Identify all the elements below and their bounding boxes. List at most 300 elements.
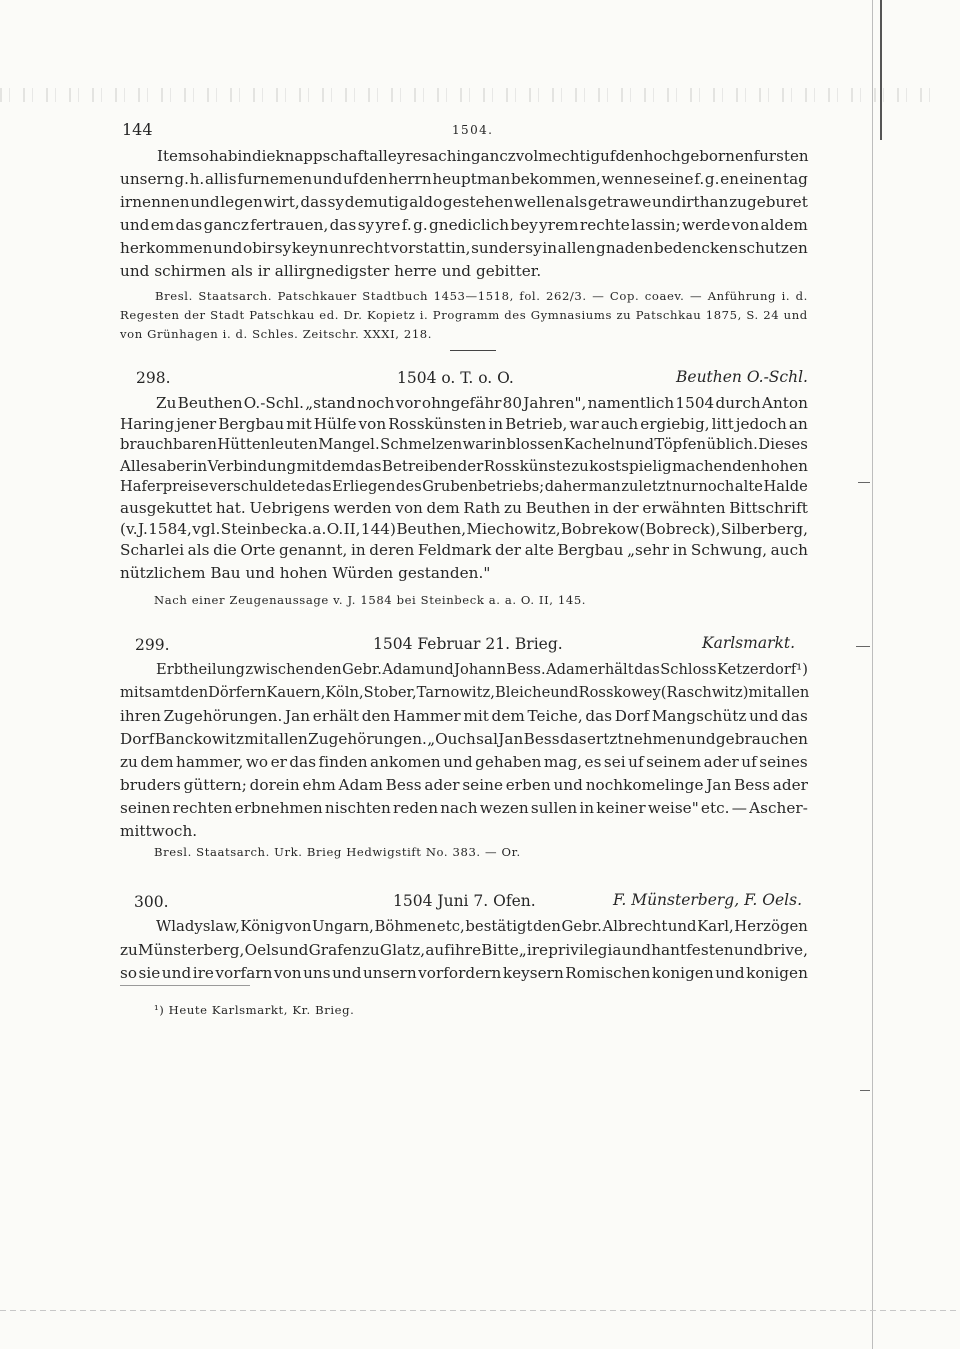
entry-line: [120, 939, 808, 961]
word: es: [584, 753, 602, 771]
word: Miechowitz,: [466, 520, 561, 538]
word: den: [359, 170, 388, 188]
word: war: [462, 436, 492, 453]
word: Patschkauer: [277, 289, 357, 303]
word: gancz: [470, 147, 516, 165]
word: Rosskowey: [578, 684, 661, 701]
word: alte: [524, 541, 554, 559]
word: sy: [327, 193, 345, 211]
word: Albrecht: [602, 918, 668, 935]
word: in: [192, 457, 208, 475]
word: —: [689, 289, 703, 303]
word: finden: [318, 753, 368, 771]
word: Cop.: [609, 289, 640, 303]
word: den: [314, 661, 342, 678]
word: mit: [286, 415, 312, 433]
word: allen: [557, 239, 596, 257]
word: mag,: [543, 753, 583, 771]
word: litt: [711, 415, 734, 433]
word: gnediclich: [429, 216, 510, 234]
word: vorfordern: [418, 964, 502, 982]
word: machenden: [672, 457, 761, 475]
word: Jan: [285, 707, 311, 725]
word: Haferpreise: [120, 478, 209, 495]
word: von: [358, 415, 387, 433]
word: und: [120, 216, 150, 234]
word: einen: [739, 170, 783, 188]
word: und: [715, 964, 745, 982]
word: wezen: [479, 799, 529, 817]
word: (v.: [120, 520, 138, 538]
word: in: [491, 436, 507, 453]
word: 144): [360, 520, 396, 538]
word: ergiebig,: [640, 415, 710, 433]
word: fol.: [519, 289, 541, 303]
word: Herzögen: [734, 918, 808, 935]
word: Haring: [120, 415, 175, 433]
word: weise": [647, 799, 699, 817]
word: J.: [138, 520, 148, 538]
word: erhält: [589, 661, 634, 678]
word: a.: [298, 520, 313, 538]
word: 1504: [675, 394, 715, 412]
word: sie: [138, 964, 161, 982]
word: jener: [176, 415, 217, 433]
word: nischten: [324, 799, 391, 817]
word: Rosskünsten: [388, 415, 487, 433]
word: uns: [303, 964, 331, 982]
word: Glatz,: [379, 941, 426, 959]
word: Feldmark: [417, 541, 492, 559]
word: O.-Schl.: [243, 394, 305, 412]
word: knappschaft: [275, 147, 370, 165]
word: bey: [510, 216, 538, 234]
word: dem: [140, 753, 174, 771]
word: er: [270, 753, 287, 771]
word: zu: [361, 941, 380, 959]
word: von: [273, 964, 302, 982]
word: sunder: [471, 239, 525, 257]
word: undirthan: [651, 193, 729, 211]
word: Schwung,: [690, 541, 768, 559]
word: aber: [157, 457, 193, 475]
word: ed.: [319, 308, 340, 322]
word: sy: [274, 239, 292, 257]
word: unsern: [120, 170, 174, 188]
word: uf: [741, 753, 757, 771]
word: allen: [270, 730, 308, 748]
word: Schloss: [660, 661, 717, 678]
word: —: [592, 289, 605, 303]
word: hat.: [215, 499, 246, 517]
word: die: [213, 541, 237, 559]
word: mit: [748, 684, 774, 701]
word: gancz: [203, 216, 249, 234]
word: das: [300, 193, 328, 211]
word: den: [615, 147, 644, 165]
word: Jan: [498, 730, 524, 748]
word: so: [192, 147, 210, 165]
word: den: [533, 918, 561, 935]
word: Ascher-: [749, 799, 808, 817]
word: fertrauen,: [250, 216, 329, 234]
word: seine: [462, 776, 503, 794]
word: Bess: [734, 776, 771, 794]
word: g.: [704, 170, 720, 188]
word: Bergbau: [218, 415, 285, 433]
word: die: [252, 147, 276, 165]
word: habin: [209, 147, 253, 165]
word: (Raschwitz): [660, 684, 749, 701]
word: Bittschrift: [729, 499, 808, 517]
word: herrn: [388, 170, 432, 188]
word: zu: [504, 499, 522, 517]
word: und: [550, 684, 579, 701]
word: Romischen: [565, 964, 651, 982]
word: der: [612, 499, 639, 517]
word: namentlich: [587, 394, 675, 412]
entry-number: 300.: [134, 893, 169, 911]
word: etc,: [436, 918, 465, 935]
word: nochkomelinge: [585, 776, 704, 794]
entry-place: F. Münsterberg, F. Oels.: [613, 891, 802, 909]
word: Bess.: [506, 661, 546, 678]
word: Kauern,: [266, 684, 326, 701]
word: i.: [781, 289, 791, 303]
word: Banckowitz: [154, 730, 244, 748]
word: Teiche,: [527, 707, 583, 725]
word: den: [361, 707, 391, 725]
word: Ungarn,: [311, 918, 374, 935]
entry-source: Bresl. Staatsarch. Urk. Brieg Hedwigstift No. 383. — Or.: [154, 845, 521, 859]
word: Staatsarch.: [198, 289, 273, 303]
intro-source-line: [155, 287, 808, 306]
word: in: [542, 239, 558, 257]
word: ehm: [302, 776, 336, 794]
word: heuptman: [432, 170, 511, 188]
word: gnaden: [596, 239, 654, 257]
word: Köln,: [325, 684, 364, 701]
word: von: [731, 216, 760, 234]
margin-mark: [858, 482, 870, 483]
entry-line: [120, 728, 808, 750]
word: g.: [174, 170, 189, 188]
word: auch: [600, 415, 639, 433]
word: in: [672, 541, 688, 559]
word: Hüttenleuten: [217, 436, 318, 453]
word: ihre: [450, 941, 482, 959]
word: gebrauchen: [715, 730, 808, 748]
word: Dörfern: [208, 684, 267, 701]
entry-line: mittwoch.: [120, 822, 198, 840]
word: Regesten: [120, 308, 180, 322]
word: Betrieb,: [505, 415, 568, 433]
word: bruders: [120, 776, 181, 794]
word: Mangschütz: [651, 707, 747, 725]
word: jedoch: [735, 415, 787, 433]
word: etc.: [700, 799, 730, 817]
word: Wladyslaw,: [156, 918, 240, 935]
entry-line: [120, 774, 808, 796]
word: „stand: [305, 394, 356, 412]
word: Uebrigens: [249, 499, 330, 517]
intro-line: [120, 214, 808, 236]
word: mit: [463, 707, 489, 725]
word: 24: [763, 308, 780, 322]
word: ader: [703, 753, 739, 771]
word: ire: [192, 964, 214, 982]
word: sy: [525, 239, 542, 257]
word: vorfarn: [215, 964, 273, 982]
word: keiner: [596, 799, 646, 817]
word: ankomen: [370, 753, 441, 771]
word: Halde: [763, 478, 808, 495]
word: güttern;: [183, 776, 247, 794]
page-number: 144: [122, 120, 153, 139]
word: werde: [682, 216, 731, 234]
word: d.: [795, 289, 808, 303]
word: nur: [671, 478, 698, 495]
word: Beuthen,: [396, 520, 467, 538]
word: das: [289, 753, 317, 771]
word: irnennen: [120, 193, 190, 211]
word: in: [579, 799, 595, 817]
word: sachin: [421, 147, 471, 165]
word: —: [731, 799, 747, 817]
word: Dr.: [343, 308, 363, 322]
word: vgl.: [192, 520, 221, 538]
word: in: [488, 415, 504, 433]
word: an: [788, 415, 808, 433]
word: lassin;: [631, 216, 681, 234]
word: (Bobreck),: [639, 520, 721, 538]
word: erwähnten: [642, 499, 726, 517]
word: Beuthen: [525, 499, 591, 517]
intro-line: [120, 237, 808, 259]
word: Bess: [523, 730, 560, 748]
word: wo: [245, 753, 269, 771]
word: volmechtig: [515, 147, 601, 165]
word: noch: [356, 394, 395, 412]
intro-line: [120, 168, 808, 190]
word: yre: [375, 216, 401, 234]
word: „sehr: [627, 541, 670, 559]
word: mit: [296, 457, 322, 475]
word: Anton: [761, 394, 808, 412]
word: aldem: [760, 216, 808, 234]
entry-number: 299.: [135, 636, 170, 654]
entry-number: 298.: [136, 369, 171, 387]
word: Kacheln: [563, 436, 625, 453]
word: seinem: [646, 753, 702, 771]
entry-line: [156, 392, 808, 414]
word: zu: [571, 457, 589, 475]
word: vorstattin,: [390, 239, 471, 257]
word: Dorf: [614, 707, 650, 725]
word: nehmen: [623, 730, 686, 748]
word: sullen: [530, 799, 578, 817]
word: das: [329, 216, 357, 234]
word: bestätigt: [465, 918, 533, 935]
word: Item: [157, 147, 193, 165]
margin-mark: [856, 646, 870, 647]
footnote: ¹) Heute Karlsmarkt, Kr. Brieg.: [154, 1003, 355, 1017]
word: hohen: [760, 457, 808, 475]
word: i.: [419, 308, 429, 322]
word: unrecht: [329, 239, 390, 257]
word: und: [425, 661, 454, 678]
word: Töpfen: [654, 436, 707, 453]
word: Grafen: [308, 941, 362, 959]
word: Kopietz: [367, 308, 416, 322]
word: seine: [652, 170, 694, 188]
word: werden: [333, 499, 392, 517]
word: Verbindung: [207, 457, 297, 475]
word: Hülfe: [313, 415, 357, 433]
word: und: [312, 170, 343, 188]
word: seinen: [120, 799, 171, 817]
word: Zugehörungen.: [163, 707, 283, 725]
word: O.: [326, 520, 344, 538]
word: und: [625, 436, 654, 453]
word: üblich.: [706, 436, 758, 453]
word: wirt,: [263, 193, 300, 211]
entry-line: [120, 497, 808, 519]
word: brauchbaren: [120, 436, 217, 453]
word: Mangel.: [318, 436, 380, 453]
word: erben: [505, 776, 551, 794]
word: „ire: [518, 941, 549, 959]
word: man: [588, 478, 621, 495]
word: sy: [357, 216, 375, 234]
word: schutzen: [738, 239, 808, 257]
word: Bobrekow: [560, 520, 639, 538]
word: noch: [698, 478, 735, 495]
word: ader: [424, 776, 460, 794]
word: Gymnasiums: [530, 308, 613, 322]
entry-place: Karlsmarkt.: [702, 634, 796, 652]
word: yre: [396, 147, 422, 165]
word: Johann: [454, 661, 506, 678]
word: Bresl.: [155, 289, 193, 303]
word: und: [279, 941, 309, 959]
word: das: [305, 478, 332, 495]
word: Dorf: [120, 730, 155, 748]
entry-line: nützlichem Bau und hohen Würden gestanden.": [120, 564, 491, 582]
word: Zugehörungen.: [308, 730, 427, 748]
word: so: [120, 964, 138, 982]
word: Gebr.: [561, 918, 602, 935]
word: Erbtheilung: [156, 661, 245, 678]
word: das: [585, 707, 613, 725]
word: und: [667, 918, 697, 935]
word: Gebr.: [342, 661, 382, 678]
scan-noise-band: [0, 88, 940, 102]
word: Bess: [385, 776, 422, 794]
word: und: [783, 308, 808, 322]
word: ihren: [120, 707, 161, 725]
word: Stadt: [210, 308, 245, 322]
word: dem: [426, 499, 460, 517]
word: Tarnowitz,: [416, 684, 495, 701]
word: wenne: [601, 170, 653, 188]
word: zuletzt: [621, 478, 672, 495]
page-edge-line: [872, 0, 873, 1349]
word: rechte: [579, 216, 630, 234]
word: das: [175, 216, 203, 234]
word: S.: [746, 308, 759, 322]
word: fursten: [753, 147, 809, 165]
margin-mark: [860, 1090, 870, 1091]
entry-line: [120, 518, 808, 540]
word: und: [621, 941, 652, 959]
word: das: [559, 730, 587, 748]
word: gestehen: [442, 193, 514, 211]
word: Jahren",: [523, 394, 587, 412]
word: coaev.: [644, 289, 685, 303]
section-divider: [450, 350, 496, 351]
word: Oels: [244, 941, 279, 959]
word: mit: [244, 730, 270, 748]
word: war: [569, 415, 599, 433]
word: tag: [782, 170, 808, 188]
word: und: [686, 730, 716, 748]
word: herkommen: [120, 239, 213, 257]
word: der: [457, 457, 484, 475]
word: ader: [772, 776, 808, 794]
word: yrem: [539, 216, 579, 234]
word: keyn: [291, 239, 329, 257]
intro-line: [120, 191, 808, 213]
word: Patschkau: [249, 308, 315, 322]
word: hammer,: [176, 753, 244, 771]
bottom-edge-line: [0, 1310, 960, 1311]
word: und: [553, 776, 583, 794]
intro-source-line: [120, 306, 808, 325]
word: genannt,: [278, 541, 348, 559]
word: konigen: [746, 964, 808, 982]
word: obir: [243, 239, 275, 257]
word: Beuthen: [177, 394, 243, 412]
word: auf: [425, 941, 450, 959]
word: furnemen: [237, 170, 313, 188]
word: alte: [734, 478, 763, 495]
word: dorein: [249, 776, 300, 794]
word: ohngefähr: [421, 394, 502, 412]
word: daher: [544, 478, 589, 495]
word: f.: [401, 216, 412, 234]
word: h.: [189, 170, 205, 188]
word: erhält: [312, 707, 360, 725]
word: uf: [600, 147, 616, 165]
word: Bergbau: [557, 541, 624, 559]
word: nach: [440, 799, 478, 817]
entry-line: [120, 682, 808, 704]
entry-line: [120, 751, 808, 773]
entry-line: [120, 539, 808, 561]
word: das: [355, 457, 382, 475]
word: als: [187, 541, 210, 559]
word: II,: [343, 520, 361, 538]
word: alle: [369, 147, 397, 165]
word: ausgekuttet: [120, 499, 213, 517]
word: das: [634, 661, 660, 678]
word: keysern: [502, 964, 564, 982]
entry-date: 1504 Februar 21. Brieg.: [373, 635, 563, 653]
word: von: [284, 918, 312, 935]
word: Adam: [546, 661, 589, 678]
word: Münsterberg,: [138, 941, 245, 959]
